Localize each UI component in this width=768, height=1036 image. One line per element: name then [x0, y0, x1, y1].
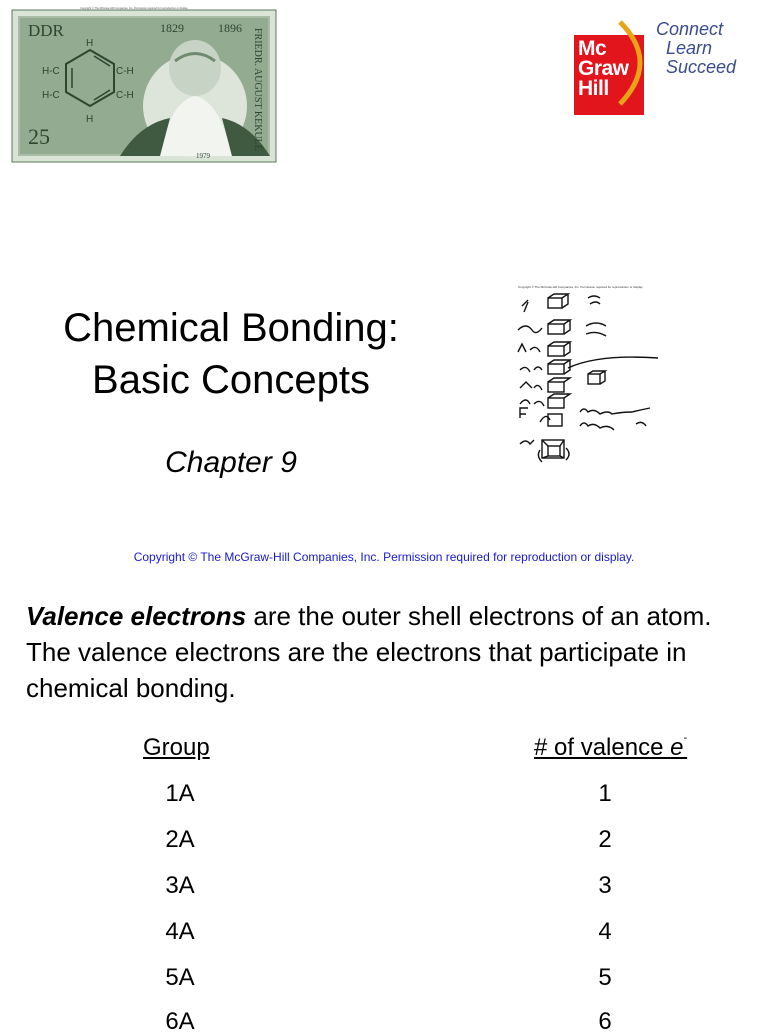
- intro-text: are the outer shell electrons of an atom. The valence electrons are the electrons that participate in chemical bonding.: [26, 601, 712, 703]
- slide-title: [0, 302, 462, 406]
- stamp-formula-label: C-H: [116, 90, 134, 101]
- logo-line3: Hill: [578, 77, 609, 100]
- sketch-note: Copyright © The McGraw-Hill Companies, Inc. Permission required for reproduction or display.: [518, 285, 644, 289]
- table-row-valence: 3: [598, 872, 612, 899]
- stamp-top-note: Copyright © The McGraw-Hill Companies, Inc. Permission required for reproduction or display.: [80, 7, 189, 10]
- header-valence-symbol: e: [670, 734, 684, 761]
- header-valence: [534, 734, 687, 762]
- stamp-country: DDR: [28, 21, 64, 40]
- table-row-group: 3A: [165, 872, 195, 899]
- table-row-group: 1A: [165, 780, 195, 807]
- header-valence-sup: -: [683, 732, 688, 744]
- kekule-stamp-image: [10, 6, 280, 166]
- table-row-valence: 4: [598, 918, 612, 945]
- table-row-valence: 2: [598, 826, 612, 853]
- stamp-issue-year: 1979: [196, 152, 210, 160]
- table-row-valence: 5: [598, 964, 612, 991]
- table-row-valence: 1: [598, 780, 612, 807]
- table-row-group: 6A: [165, 1008, 195, 1035]
- stamp-formula-label: H: [86, 38, 94, 49]
- intro-paragraph: [26, 598, 750, 706]
- logo-line2: Graw: [578, 57, 629, 80]
- stamp-year-birth: 1829: [160, 21, 184, 35]
- stamp-formula-label: H-C: [42, 66, 60, 77]
- stamp-value: 25: [28, 124, 50, 149]
- logo-tag-succeed: Succeed: [666, 57, 737, 77]
- table-row-group: 2A: [165, 826, 195, 853]
- table-row-group: 5A: [165, 964, 195, 991]
- copyright-notice: Copyright © The McGraw-Hill Companies, Inc. Permission required for reproduction or display.: [133, 550, 635, 564]
- table-row-valence: 6: [598, 1008, 612, 1035]
- stamp-formula-label: H: [86, 114, 94, 125]
- stamp-name: FRIEDR. AUGUST KEKULÉ: [252, 28, 263, 151]
- logo-line1: Mc: [578, 37, 607, 60]
- chapter-subtitle: Chapter 9: [165, 446, 297, 479]
- table-row-group: 4A: [165, 918, 195, 945]
- header-valence-text: # of valence: [534, 734, 671, 761]
- kekule-notebook-sketch: [512, 284, 670, 486]
- stamp-formula-label: C-H: [116, 66, 134, 77]
- logo-tag-connect: Connect: [656, 19, 724, 39]
- term-valence-electrons: Valence electrons: [26, 601, 247, 631]
- logo-tagline: [656, 20, 736, 77]
- mcgraw-hill-logo: [572, 12, 754, 104]
- stamp-formula-label: H-C: [42, 90, 60, 101]
- title-line-1: Chemical Bonding:: [63, 306, 399, 350]
- title-line-2: Basic Concepts: [92, 358, 370, 402]
- logo-tag-learn: Learn: [666, 38, 713, 58]
- stamp-year-death: 1896: [218, 21, 242, 35]
- header-group: Group: [143, 734, 210, 761]
